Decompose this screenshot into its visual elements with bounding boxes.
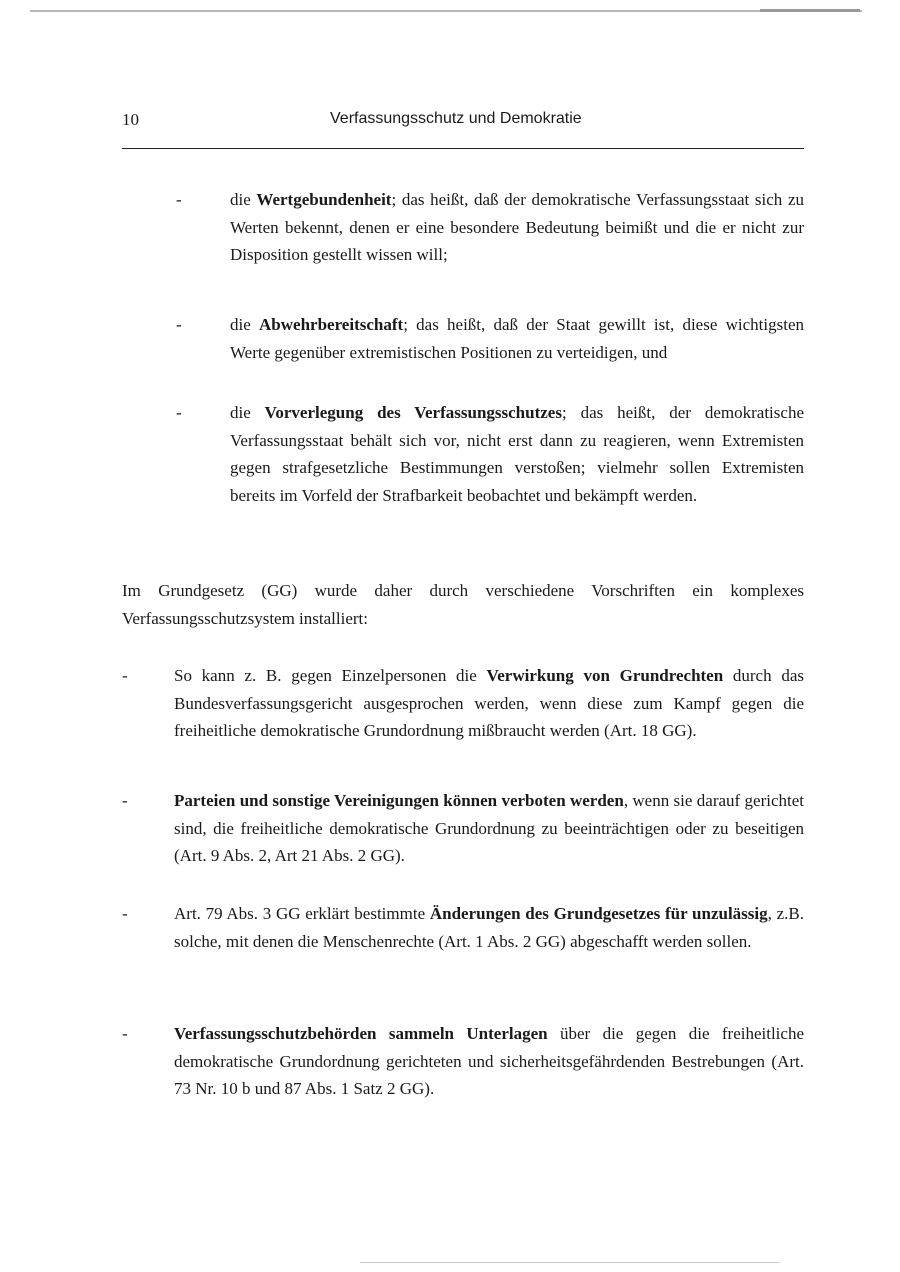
sub-item-term: Abwehrbereitschaft: [259, 315, 404, 334]
sub-item-prefix: die: [230, 190, 257, 209]
running-title: Verfassungsschutz und Demokratie: [330, 110, 582, 127]
sub-item-prefix: die: [230, 403, 265, 422]
sub-item-term: Vorverlegung des Verfassungsschutzes: [264, 403, 562, 422]
main-item-term: Verfassungsschutzbehörden sammeln Unterlagen: [174, 1024, 548, 1043]
main-item-text: , wenn sie darauf gerichtet sind, die freiheitliche demokratische Grundordnung zu beeinträchtigen oder zu beseitigen (Art. 9 Abs. 2, Art 21 Abs. 2 GG).: [174, 791, 804, 865]
main-item-text: durch das Bundesverfassungsgericht ausgesprochen werden, wenn diese zum Kampf gegen die freiheitliche demokratische Grundordnung mißbraucht werden (Art. 18 GG).: [174, 666, 804, 740]
scan-edge-top: [30, 10, 862, 12]
main-item-parteiverbot: [174, 787, 804, 870]
page-number: 10: [122, 110, 139, 129]
header-rule: [122, 148, 804, 149]
sub-item-wertgebundenheit: [230, 186, 804, 269]
main-item-prefix: Art. 79 Abs. 3 GG erklärt bestimmte: [174, 904, 430, 923]
scan-edge-bottom: [360, 1262, 780, 1263]
sub-item-abwehrbereitschaft: [230, 311, 804, 366]
intro-paragraph: Im Grundgesetz (GG) wurde daher durch verschiedene Vorschriften ein komplexes Verfassungsschutzsystem installiert:: [122, 581, 804, 628]
list-dash: -: [122, 666, 128, 685]
sub-item-vorverlegung: [230, 399, 804, 509]
sub-item-text: ; das heißt, daß der Staat gewillt ist, diese wichtigsten Werte gegenüber extremistischen Positionen zu verteidigen, und: [230, 315, 804, 362]
list-dash: -: [176, 190, 182, 209]
main-item-verfassungsschutzbehoerden: [174, 1020, 804, 1103]
sub-item-term: Wertgebundenheit: [256, 190, 392, 209]
sub-item-prefix: die: [230, 315, 260, 334]
list-dash: -: [176, 403, 182, 422]
main-item-text: über die gegen die freiheitliche demokratische Grundordnung gerichteten und sicherheitsgefährdenden Bestrebungen (Art. 73 Nr. 10 b und 87 Abs. 1 Satz 2 GG).: [174, 1024, 804, 1098]
main-item-term: Verwirkung von Grundrechten: [486, 666, 724, 685]
list-dash: -: [122, 791, 128, 810]
main-item-term: Parteien und sonstige Vereinigungen können verboten werden: [174, 791, 624, 810]
main-item-verwirkung: [174, 662, 804, 745]
main-item-prefix: So kann z. B. gegen Einzelpersonen die: [174, 666, 487, 685]
main-item-term: Änderungen des Grundgesetzes für unzulässig: [429, 904, 768, 923]
scan-edge-top-right: [760, 9, 860, 12]
list-dash: -: [122, 1024, 128, 1043]
list-dash: -: [176, 315, 182, 334]
main-item-aenderungen: [174, 900, 804, 955]
list-dash: -: [122, 904, 128, 923]
sub-item-text: ; das heißt, der demokratische Verfassungsstaat behält sich vor, nicht erst dann zu reagieren, wenn Extremisten gegen strafgesetzliche Bestimmungen verstoßen; vielmehr sollen Extremisten bereits im Vorfeld der Strafbarkeit beobachtet und bekämpft werden.: [230, 403, 804, 505]
main-item-text: , z.B. solche, mit denen die Menschenrechte (Art. 1 Abs. 2 GG) abgeschafft werden sollen.: [174, 904, 805, 951]
sub-item-text: ; das heißt, daß der demokratische Verfassungsstaat sich zu Werten bekennt, denen er eine besondere Bedeutung beimißt und die er nicht zur Disposition gestellt wissen will;: [230, 190, 804, 264]
page-header: [122, 110, 802, 134]
